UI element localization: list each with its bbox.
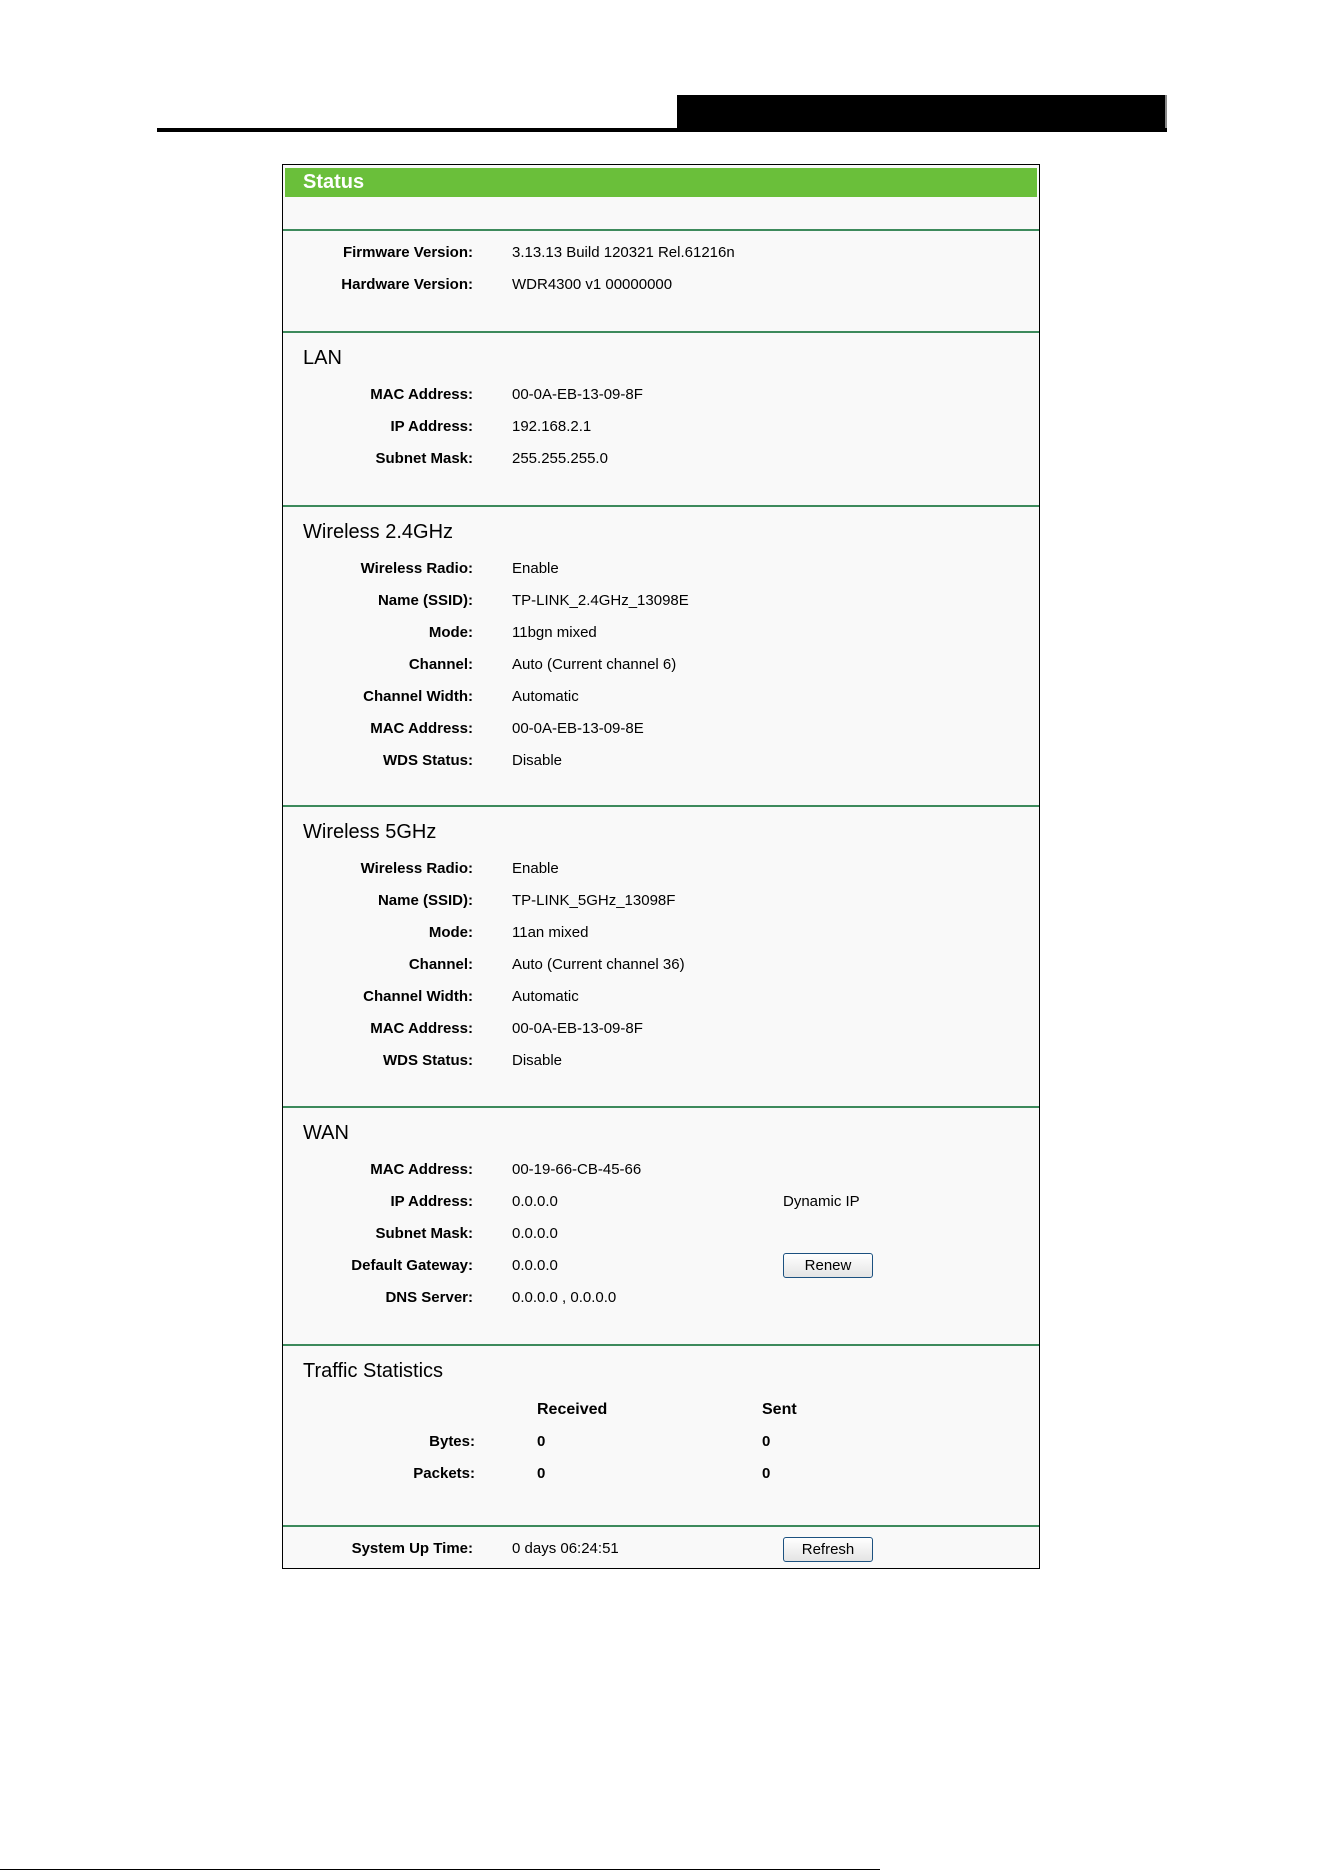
bytes-sent: 0 [762, 1433, 771, 1450]
lan-mask-label: Subnet Mask: [375, 450, 473, 467]
wan-mac-label: MAC Address: [370, 1161, 473, 1178]
section-divider [283, 1344, 1039, 1346]
w5-radio-value: Enable [512, 860, 559, 877]
w24-channel-value: Auto (Current channel 6) [512, 656, 677, 673]
w24-wds-label: WDS Status: [383, 752, 473, 769]
status-panel [282, 164, 1040, 1569]
w5-ssid-label: Name (SSID): [377, 892, 473, 909]
w24-ssid-label: Name (SSID): [377, 592, 473, 609]
w5-wds-label: WDS Status: [383, 1052, 473, 1069]
w5-channel-label: Channel: [408, 956, 473, 973]
status-title: Status [285, 168, 1037, 197]
w24-width-label: Channel Width: [363, 688, 473, 705]
w24-width-value: Automatic [512, 688, 579, 705]
w5-radio-label: Wireless Radio: [360, 860, 473, 877]
w24-mode-label: Mode: [428, 624, 473, 641]
firmware-version-label: Firmware Version: [342, 244, 473, 261]
refresh-button[interactable]: Refresh [783, 1537, 873, 1562]
wan-dns-label: DNS Server: [385, 1289, 473, 1306]
section-divider [283, 1525, 1039, 1527]
section-divider [283, 1106, 1039, 1108]
wan-mask-value: 0.0.0.0 [512, 1225, 558, 1242]
w24-radio-value: Enable [512, 560, 559, 577]
hardware-version-label: Hardware Version: [341, 276, 473, 293]
lan-mac-label: MAC Address: [370, 386, 473, 403]
section-divider [283, 505, 1039, 507]
wan-dns-value: 0.0.0.0 , 0.0.0.0 [512, 1289, 617, 1306]
header-bar-edge [1165, 95, 1167, 132]
header-black-bar [677, 95, 1167, 132]
bytes-label: Bytes: [429, 1433, 475, 1450]
bytes-received: 0 [537, 1433, 546, 1450]
header-rule [157, 128, 1167, 132]
w24-wds-value: Disable [512, 752, 563, 769]
w24-mac-value: 00-0A-EB-13-09-8E [512, 720, 644, 737]
w5-mac-label: MAC Address: [370, 1020, 473, 1037]
section-divider [283, 331, 1039, 333]
uptime-label: System Up Time: [351, 1540, 473, 1557]
w24-mac-label: MAC Address: [370, 720, 473, 737]
wan-gateway-label: Default Gateway: [351, 1257, 473, 1274]
received-column-header: Received [537, 1401, 608, 1418]
wan-heading: WAN [303, 1122, 349, 1144]
w5-wds-value: Disable [512, 1052, 563, 1069]
wan-ip-label: IP Address: [390, 1193, 473, 1210]
w5-ssid-value: TP-LINK_5GHz_13098F [512, 892, 676, 909]
lan-mask-value: 255.255.255.0 [512, 450, 608, 467]
w5-mode-label: Mode: [428, 924, 473, 941]
wan-mask-label: Subnet Mask: [375, 1225, 473, 1242]
wireless-5ghz-heading: Wireless 5GHz [303, 821, 437, 843]
traffic-heading: Traffic Statistics [303, 1360, 444, 1382]
lan-mac-value: 00-0A-EB-13-09-8F [512, 386, 643, 403]
footer-rule [0, 1869, 880, 1870]
w24-channel-label: Channel: [408, 656, 473, 673]
section-divider [283, 805, 1039, 807]
wan-gateway-value: 0.0.0.0 [512, 1257, 558, 1274]
w5-mac-value: 00-0A-EB-13-09-8F [512, 1020, 643, 1037]
w5-mode-value: 11an mixed [512, 924, 589, 941]
w5-channel-value: Auto (Current channel 36) [512, 956, 685, 973]
wan-ip-value: 0.0.0.0 [512, 1193, 558, 1210]
lan-ip-label: IP Address: [390, 418, 473, 435]
lan-ip-value: 192.168.2.1 [512, 418, 592, 435]
packets-sent: 0 [762, 1465, 771, 1482]
w24-ssid-value: TP-LINK_2.4GHz_13098E [512, 592, 689, 609]
w5-width-label: Channel Width: [363, 988, 473, 1005]
wan-connection-type: Dynamic IP [783, 1193, 860, 1210]
wan-mac-value: 00-19-66-CB-45-66 [512, 1161, 642, 1178]
renew-button[interactable]: Renew [783, 1253, 873, 1278]
section-divider [283, 229, 1039, 231]
wireless-24ghz-heading: Wireless 2.4GHz [303, 521, 454, 543]
firmware-version-value: 3.13.13 Build 120321 Rel.61216n [512, 244, 735, 261]
packets-received: 0 [537, 1465, 546, 1482]
lan-heading: LAN [303, 347, 342, 369]
hardware-version-value: WDR4300 v1 00000000 [512, 276, 673, 293]
w24-mode-value: 11bgn mixed [512, 624, 597, 641]
w24-radio-label: Wireless Radio: [360, 560, 473, 577]
uptime-value: 0 days 06:24:51 [512, 1540, 619, 1557]
sent-column-header: Sent [762, 1401, 797, 1418]
packets-label: Packets: [413, 1465, 475, 1482]
w5-width-value: Automatic [512, 988, 579, 1005]
